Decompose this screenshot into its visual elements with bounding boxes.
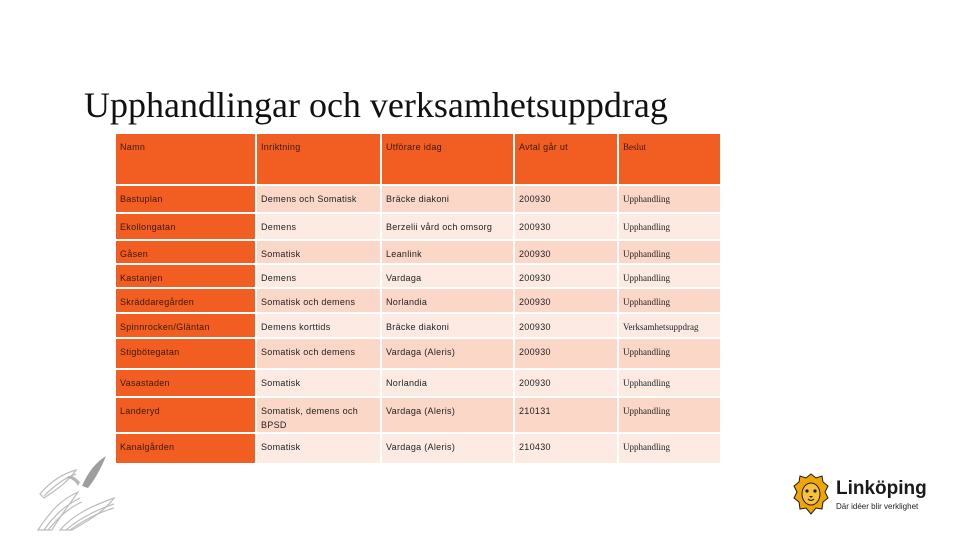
- cell-provider: Norlandia: [381, 369, 514, 397]
- cell-provider: Berzelii vård och omsorg: [381, 213, 514, 240]
- cell-focus: Somatisk och demens: [256, 288, 381, 313]
- cell-decision: Upphandling: [618, 369, 721, 397]
- cell-expires: 200930: [514, 213, 618, 240]
- logo-name: Linköping: [836, 478, 927, 499]
- cell-focus: Demens och Somatisk: [256, 185, 381, 213]
- lion-logo-icon: [792, 472, 830, 518]
- cell-name: Kanalgården: [115, 433, 256, 464]
- cell-decision: Upphandling: [618, 213, 721, 240]
- cell-focus: Somatisk: [256, 433, 381, 464]
- cell-decision: Upphandling: [618, 240, 721, 264]
- cell-expires: 200930: [514, 288, 618, 313]
- cell-decision: Upphandling: [618, 397, 721, 433]
- column-header-decision: Beslut: [618, 133, 721, 185]
- linkoping-logo: [792, 472, 942, 520]
- cell-decision: Upphandling: [618, 338, 721, 369]
- cell-decision: Upphandling: [618, 288, 721, 313]
- cell-provider: Vardaga (Aleris): [381, 433, 514, 464]
- column-header-provider: Utförare idag: [381, 133, 514, 185]
- table-row: [115, 213, 721, 240]
- cell-expires: 200930: [514, 338, 618, 369]
- cell-focus: Demens: [256, 213, 381, 240]
- cell-focus: Demens korttids: [256, 313, 381, 338]
- cell-decision: Upphandling: [618, 433, 721, 464]
- cell-focus: Somatisk: [256, 369, 381, 397]
- cell-name: Landeryd: [115, 397, 256, 433]
- cell-focus: Somatisk, demens och BPSD: [256, 397, 381, 433]
- table-row: [115, 338, 721, 369]
- cell-expires: 200930: [514, 264, 618, 288]
- cell-decision: Verksamhetsuppdrag: [618, 313, 721, 338]
- cell-expires: 200930: [514, 240, 618, 264]
- cell-name: Gåsen: [115, 240, 256, 264]
- cell-focus: Demens: [256, 264, 381, 288]
- cell-provider: Norlandia: [381, 288, 514, 313]
- cell-name: Spinnrocken/Gläntan: [115, 313, 256, 338]
- cell-expires: 210430: [514, 433, 618, 464]
- table-row: [115, 369, 721, 397]
- swirl-decoration-icon: [30, 452, 140, 532]
- table-row: [115, 240, 721, 264]
- cell-expires: 200930: [514, 369, 618, 397]
- table-header-row: [115, 133, 721, 185]
- cell-provider: Leanlink: [381, 240, 514, 264]
- cell-expires: 210131: [514, 397, 618, 433]
- cell-provider: Vardaga (Aleris): [381, 397, 514, 433]
- page-title: Upphandlingar och verksamhetsuppdrag: [84, 85, 668, 125]
- contracts-table: [114, 132, 722, 465]
- cell-name: Skräddaregården: [115, 288, 256, 313]
- cell-expires: 200930: [514, 185, 618, 213]
- column-header-expires: Avtal går ut: [514, 133, 618, 185]
- cell-decision: Upphandling: [618, 185, 721, 213]
- column-header-name: Namn: [115, 133, 256, 185]
- table-body: [115, 185, 721, 464]
- logo-tagline: Där idéer blir verklighet: [836, 502, 919, 511]
- cell-name: Ekollongatan: [115, 213, 256, 240]
- cell-provider: Vardaga (Aleris): [381, 338, 514, 369]
- table-row: [115, 433, 721, 464]
- cell-name: Bastuplan: [115, 185, 256, 213]
- cell-provider: Vardaga: [381, 264, 514, 288]
- table-row: [115, 264, 721, 288]
- table-row: [115, 185, 721, 213]
- table-row: [115, 288, 721, 313]
- cell-decision: Upphandling: [618, 264, 721, 288]
- cell-expires: 200930: [514, 313, 618, 338]
- column-header-focus: Inriktning: [256, 133, 381, 185]
- table-row: [115, 313, 721, 338]
- table-row: [115, 397, 721, 433]
- cell-focus: Somatisk och demens: [256, 338, 381, 369]
- cell-focus: Somatisk: [256, 240, 381, 264]
- cell-provider: Bräcke diakoni: [381, 313, 514, 338]
- cell-name: Kastanjen: [115, 264, 256, 288]
- cell-name: Vasastaden: [115, 369, 256, 397]
- cell-provider: Bräcke diakoni: [381, 185, 514, 213]
- cell-name: Stigbötegatan: [115, 338, 256, 369]
